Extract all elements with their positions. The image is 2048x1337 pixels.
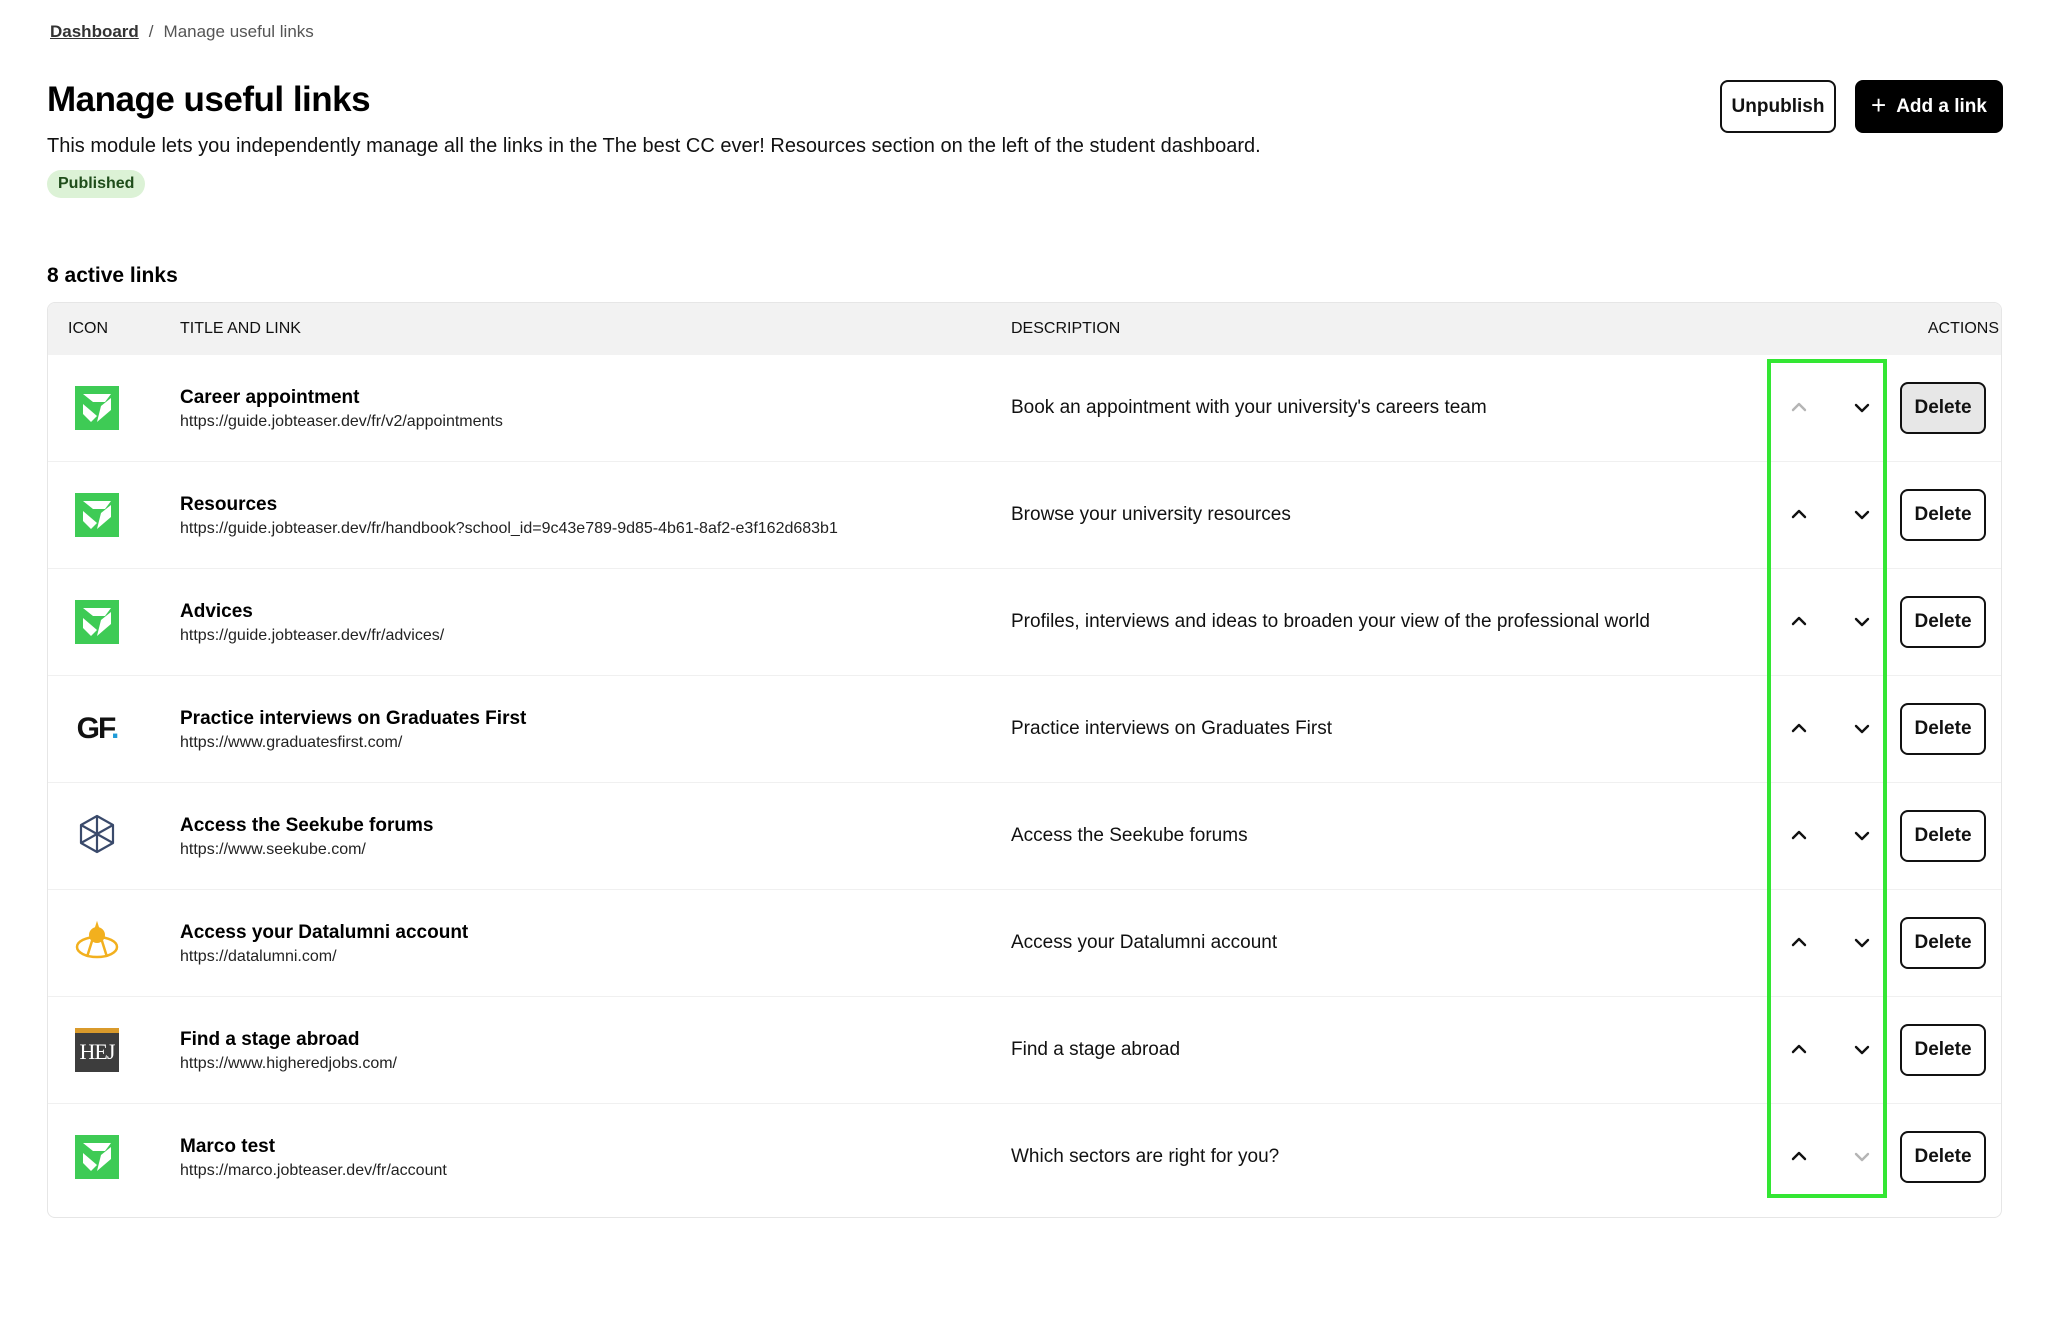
chevron-up-icon bbox=[1788, 397, 1810, 422]
chevron-up-icon bbox=[1788, 932, 1810, 957]
table-header bbox=[48, 303, 2001, 355]
table-row bbox=[48, 1104, 2001, 1211]
row-title-cell bbox=[180, 708, 526, 752]
link-title: Marco test bbox=[180, 1136, 276, 1157]
delete-button[interactable]: Delete bbox=[1900, 596, 1986, 648]
breadcrumb-dashboard-link[interactable]: Dashboard bbox=[50, 22, 139, 41]
chevron-up-icon bbox=[1788, 718, 1810, 743]
row-title-cell bbox=[180, 494, 838, 538]
table-row bbox=[48, 355, 2001, 462]
column-header-actions: ACTIONS bbox=[1927, 320, 1999, 337]
link-url[interactable]: https://guide.jobteaser.dev/fr/v2/appointments bbox=[180, 413, 503, 430]
jobteaser-logo-icon bbox=[75, 600, 119, 644]
link-description: Browse your university resources bbox=[1011, 504, 1291, 525]
active-links-count: 8 active links bbox=[47, 264, 178, 287]
move-up-button[interactable] bbox=[1781, 391, 1817, 427]
link-title: Access the Seekube forums bbox=[180, 815, 434, 836]
chevron-down-icon bbox=[1851, 504, 1873, 529]
link-description: Access your Datalumni account bbox=[1011, 932, 1278, 953]
link-description: Book an appointment with your university's careers team bbox=[1011, 397, 1487, 418]
chevron-down-icon bbox=[1851, 718, 1873, 743]
move-down-button[interactable] bbox=[1844, 1140, 1880, 1176]
add-link-button[interactable] bbox=[1855, 80, 2003, 133]
link-title: Access your Datalumni account bbox=[180, 922, 469, 943]
row-title-cell bbox=[180, 815, 433, 859]
status-badge: Published bbox=[47, 170, 145, 198]
column-header-description: DESCRIPTION bbox=[1011, 320, 1121, 337]
delete-button[interactable]: Delete bbox=[1900, 703, 1986, 755]
link-description: Access the Seekube forums bbox=[1011, 825, 1248, 846]
row-icon-cell bbox=[74, 920, 120, 966]
move-down-button[interactable] bbox=[1844, 1033, 1880, 1069]
table-row bbox=[48, 783, 2001, 890]
row-title-cell bbox=[180, 1136, 447, 1180]
chevron-up-icon bbox=[1788, 825, 1810, 850]
move-up-button[interactable] bbox=[1781, 926, 1817, 962]
move-up-button[interactable] bbox=[1781, 1140, 1817, 1176]
link-url[interactable]: https://guide.jobteaser.dev/fr/advices/ bbox=[180, 627, 445, 644]
chevron-up-icon bbox=[1788, 1039, 1810, 1064]
link-description: Practice interviews on Graduates First bbox=[1011, 718, 1333, 739]
table-row bbox=[48, 890, 2001, 997]
link-url[interactable]: https://guide.jobteaser.dev/fr/handbook?school_id=9c43e789-9d85-4b61-8af2-e3f162d683b1 bbox=[180, 520, 838, 537]
link-title: Career appointment bbox=[180, 387, 360, 408]
page-title: Manage useful links bbox=[47, 80, 371, 119]
link-title: Practice interviews on Graduates First bbox=[180, 708, 527, 729]
row-icon-cell bbox=[74, 1027, 120, 1073]
link-title: Resources bbox=[180, 494, 278, 515]
link-url[interactable]: https://marco.jobteaser.dev/fr/account bbox=[180, 1162, 447, 1179]
table-row bbox=[48, 569, 2001, 676]
move-up-button[interactable] bbox=[1781, 712, 1817, 748]
row-icon-cell bbox=[74, 599, 120, 645]
row-icon-cell bbox=[74, 706, 120, 752]
row-title-cell bbox=[180, 601, 444, 645]
link-description: Profiles, interviews and ideas to broaden your view of the professional world bbox=[1011, 611, 1650, 632]
move-down-button[interactable] bbox=[1844, 926, 1880, 962]
page-description: This module lets you independently manage all the links in the The best CC ever! Resources section on the left of the student dashboard. bbox=[47, 135, 1261, 157]
delete-button[interactable]: Delete bbox=[1900, 1024, 1986, 1076]
add-link-label: Add a link bbox=[1896, 95, 1987, 117]
delete-button[interactable]: Delete bbox=[1900, 810, 1986, 862]
move-down-button[interactable] bbox=[1844, 605, 1880, 641]
link-description: Which sectors are right for you? bbox=[1011, 1146, 1280, 1167]
chevron-up-icon bbox=[1788, 611, 1810, 636]
higheredjobs-logo-icon: HEJ bbox=[75, 1028, 119, 1072]
move-up-button[interactable] bbox=[1781, 819, 1817, 855]
table-row bbox=[48, 997, 2001, 1104]
seekube-logo-icon bbox=[76, 813, 118, 860]
delete-button[interactable]: Delete bbox=[1900, 917, 1986, 969]
link-title: Advices bbox=[180, 601, 253, 622]
graduates-first-logo-icon: GF. bbox=[76, 712, 118, 745]
row-title-cell bbox=[180, 1029, 397, 1073]
table-row bbox=[48, 462, 2001, 569]
move-down-button[interactable] bbox=[1844, 712, 1880, 748]
chevron-down-icon bbox=[1851, 611, 1873, 636]
jobteaser-logo-icon bbox=[75, 386, 119, 430]
chevron-down-icon bbox=[1851, 825, 1873, 850]
move-down-button[interactable] bbox=[1844, 391, 1880, 427]
jobteaser-logo-icon bbox=[75, 493, 119, 537]
datalumni-logo-icon bbox=[73, 919, 121, 968]
unpublish-button[interactable]: Unpublish bbox=[1720, 80, 1836, 133]
column-header-icon: ICON bbox=[68, 320, 108, 337]
row-title-cell bbox=[180, 922, 468, 966]
move-up-button[interactable] bbox=[1781, 498, 1817, 534]
chevron-up-icon bbox=[1788, 1146, 1810, 1171]
move-up-button[interactable] bbox=[1781, 605, 1817, 641]
row-icon-cell bbox=[74, 813, 120, 859]
breadcrumb bbox=[50, 22, 314, 42]
move-down-button[interactable] bbox=[1844, 498, 1880, 534]
table-body bbox=[48, 355, 2001, 1211]
breadcrumb-current: Manage useful links bbox=[163, 22, 314, 41]
breadcrumb-separator: / bbox=[148, 22, 154, 41]
jobteaser-logo-icon bbox=[75, 1135, 119, 1179]
delete-button[interactable]: Delete bbox=[1900, 382, 1986, 434]
link-url[interactable]: https://datalumni.com/ bbox=[180, 948, 337, 965]
chevron-down-icon bbox=[1851, 1146, 1873, 1171]
chevron-down-icon bbox=[1851, 932, 1873, 957]
row-icon-cell bbox=[74, 1134, 120, 1180]
move-up-button[interactable] bbox=[1781, 1033, 1817, 1069]
link-url[interactable]: https://www.graduatesfirst.com/ bbox=[180, 734, 403, 751]
row-icon-cell bbox=[74, 385, 120, 431]
table-row bbox=[48, 676, 2001, 783]
row-icon-cell bbox=[74, 492, 120, 538]
link-url[interactable]: https://www.higheredjobs.com/ bbox=[180, 1055, 397, 1072]
links-table bbox=[47, 302, 2002, 1218]
chevron-up-icon bbox=[1788, 504, 1810, 529]
column-header-title: TITLE AND LINK bbox=[180, 320, 301, 337]
chevron-down-icon bbox=[1851, 1039, 1873, 1064]
link-title: Find a stage abroad bbox=[180, 1029, 360, 1050]
plus-icon: + bbox=[1871, 90, 1887, 120]
delete-button[interactable]: Delete bbox=[1900, 489, 1986, 541]
link-url[interactable]: https://www.seekube.com/ bbox=[180, 841, 366, 858]
move-down-button[interactable] bbox=[1844, 819, 1880, 855]
delete-button[interactable]: Delete bbox=[1900, 1131, 1986, 1183]
chevron-down-icon bbox=[1851, 397, 1873, 422]
link-description: Find a stage abroad bbox=[1011, 1039, 1181, 1060]
row-title-cell bbox=[180, 387, 503, 431]
